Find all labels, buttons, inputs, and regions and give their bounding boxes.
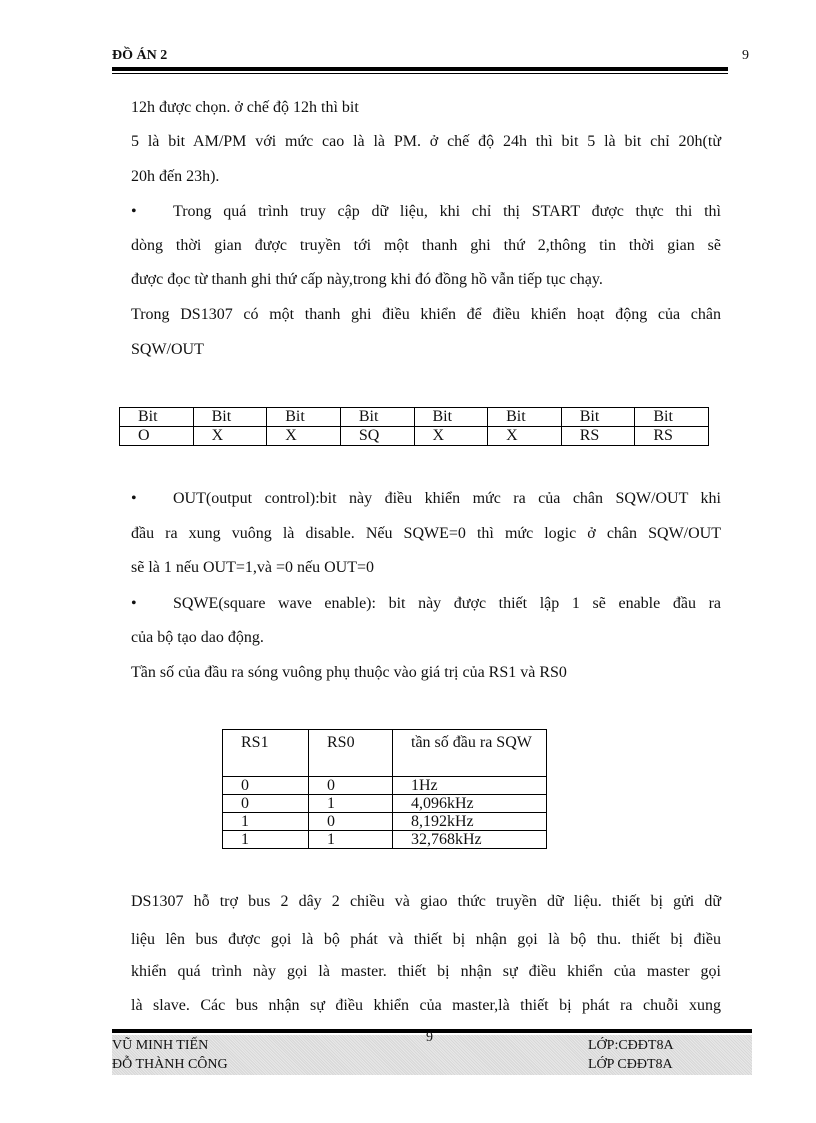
table-cell: Bit [193, 408, 267, 427]
text-line: DS1307 hỗ trợ bus 2 dây 2 chiều và giao thức truyền dữ liệu. thiết bị gửi dữ [131, 893, 721, 910]
footer-page-number: 9 [426, 1030, 433, 1045]
table-cell: Bit [488, 408, 562, 427]
table-cell: 1 [309, 831, 393, 849]
table-row [223, 777, 547, 795]
text-line: sẽ là 1 nếu OUT=1,và =0 nếu OUT=0 [131, 559, 375, 576]
text-line: 5 là bit AM/PM với mức cao là là PM. ở chế độ 24h thì bit 5 là bit chỉ 20h(từ [131, 133, 721, 150]
table-cell: X [414, 427, 488, 446]
table-header-cell [393, 730, 547, 777]
table-cell: 1 [223, 813, 309, 831]
table-cell: X [267, 427, 341, 446]
table-cell: 0 [309, 813, 393, 831]
control-register-table [119, 407, 709, 446]
table-row [223, 813, 547, 831]
table-cell: 0 [223, 777, 309, 795]
table-cell: 0 [223, 795, 309, 813]
footer-author-2: ĐỖ THÀNH CÔNG [112, 1057, 228, 1072]
table-row [223, 831, 547, 849]
text-line: 12h được chọn. ở chế độ 12h thì bit [131, 99, 359, 116]
table-cell: X [488, 427, 562, 446]
table-cell: Bit [414, 408, 488, 427]
table-cell: Bit [120, 408, 194, 427]
table-cell: 4,096kHz [393, 795, 547, 813]
bullet-icon: • [131, 203, 137, 220]
table-cell: X [193, 427, 267, 446]
text-line: Tần số của đầu ra sóng vuông phụ thuộc vào giá trị của RS1 và RS0 [131, 664, 567, 681]
table-row [223, 795, 547, 813]
table-row [120, 427, 709, 446]
header-rule [112, 67, 728, 71]
table-cell: 32,768kHz [393, 831, 547, 849]
text-line: 20h đến 23h). [131, 168, 220, 185]
table-cell: 1Hz [393, 777, 547, 795]
text-line: đầu ra xung vuông là disable. Nếu SQWE=0 thì mức logic ở chân SQW/OUT [131, 525, 721, 542]
text-span: OUT(output control):bit này điều khiển mức ra của chân SQW/OUT khi [173, 490, 721, 507]
text-line: dòng thời gian được truyền tới một thanh ghi thứ 2,thông tin thời gian sẽ [131, 237, 721, 254]
table-cell: O [120, 427, 194, 446]
table-row [120, 408, 709, 427]
bullet-icon: • [131, 490, 137, 507]
bullet-line [131, 202, 721, 222]
table-cell: 1 [309, 795, 393, 813]
table-cell: Bit [635, 408, 709, 427]
footer-class-1: LỚP:CĐĐT8A [588, 1038, 674, 1053]
text-span: Trong quá trình truy cập dữ liệu, khi chỉ thị START được thực thi thì [173, 203, 721, 220]
text-line: Trong DS1307 có một thanh ghi điều khiển để điều khiển hoạt động của chân [131, 306, 721, 323]
table-cell: 1 [223, 831, 309, 849]
table-header-row [223, 730, 547, 777]
bullet-line [131, 594, 721, 614]
bullet-icon: • [131, 595, 137, 612]
footer-class-2: LỚP CĐĐT8A [588, 1057, 673, 1072]
text-line: là slave. Các bus nhận sự điều khiển của master,là thiết bị phát ra chuỗi xung [131, 997, 721, 1014]
table-cell: RS [635, 427, 709, 446]
text-line: khiển quá trình này gọi là master. thiết bị nhận sự điều khiển của master gọi [131, 963, 721, 980]
footer-author-1: VŨ MINH TIẾN [112, 1038, 209, 1053]
table-cell: Bit [561, 408, 635, 427]
text-line: của bộ tạo dao động. [131, 629, 264, 646]
table-header-cell: RS1 [223, 730, 309, 777]
table-cell: 0 [309, 777, 393, 795]
text-span: SQWE(square wave enable): bit này được thiết lập 1 sẽ enable đầu ra [173, 595, 721, 612]
table-cell: 8,192kHz [393, 813, 547, 831]
table-cell: Bit [267, 408, 341, 427]
table-header-cell: RS0 [309, 730, 393, 777]
bullet-line [131, 489, 721, 509]
text-line: được đọc từ thanh ghi thứ cấp này,trong khi đó đồng hồ vẫn tiếp tục chạy. [131, 271, 603, 288]
header-title: ĐỒ ÁN 2 [112, 48, 168, 63]
table-cell: Bit [340, 408, 414, 427]
header-rule-thin [112, 73, 728, 74]
header-page-number: 9 [742, 48, 749, 63]
text-line: SQW/OUT [131, 341, 204, 358]
table-cell: SQ [340, 427, 414, 446]
frequency-table [222, 729, 547, 849]
header-text: tần số đầu ra SQW [411, 734, 532, 751]
table-cell: RS [561, 427, 635, 446]
text-line: liệu lên bus được gọi là bộ phát và thiết bị nhận gọi là bộ thu. thiết bị điều [131, 931, 721, 948]
